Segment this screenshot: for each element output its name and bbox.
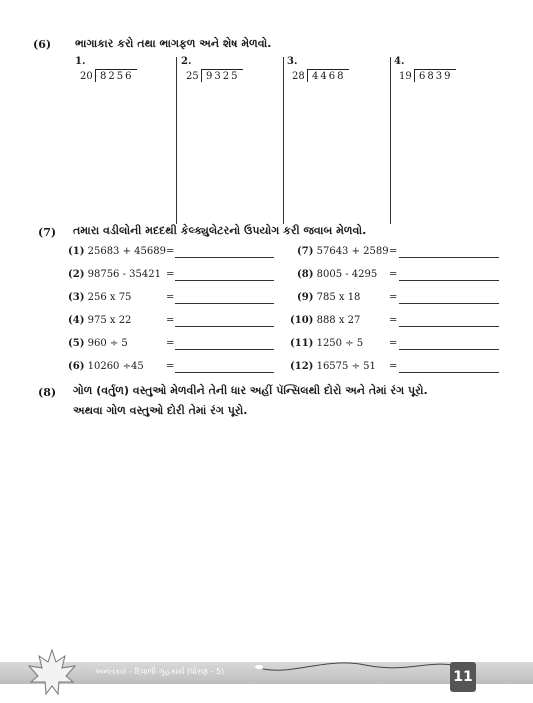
q6-instruction: ભાગાકાર કરો તથા ભાગફળ અને શેષ મેળવો. [75, 37, 272, 50]
answer-blank[interactable] [399, 372, 499, 373]
maple-leaf-icon [25, 648, 80, 698]
answer-blank[interactable] [399, 280, 499, 281]
division-4-divisor: 19 [399, 71, 412, 82]
division-2-divisor: 25 [186, 71, 199, 82]
q8-instruction-line2: અથવા ગોળ વસ્તુઓ દોરી તેમાં રંગ પૂરો. [73, 404, 248, 417]
answer-blank[interactable] [399, 326, 499, 327]
equals-sign: = [166, 246, 175, 257]
equals-sign: = [389, 338, 398, 349]
division-4-dividend: 6839 [414, 69, 456, 82]
answer-blank[interactable] [399, 349, 499, 350]
calc-row: (6) 10260 ÷45 [68, 361, 144, 372]
equals-sign: = [166, 292, 175, 303]
answer-blank[interactable] [175, 372, 274, 373]
equals-sign: = [389, 269, 398, 280]
equals-sign: = [389, 315, 398, 326]
answer-blank[interactable] [175, 280, 274, 281]
calc-row: (4) 975 x 22 [68, 315, 132, 326]
calc-row: (7) 57643 + 2589 [297, 246, 389, 257]
division-2-dividend: 9325 [201, 69, 243, 82]
calc-row: (8) 8005 - 4295 [297, 269, 378, 280]
calc-row: (2) 98756 - 35421 [68, 269, 161, 280]
division-2-label: 2. [181, 56, 192, 67]
division-3-label: 3. [287, 56, 298, 67]
calc-row: (9) 785 x 18 [297, 292, 361, 303]
answer-blank[interactable] [399, 257, 499, 258]
answer-blank[interactable] [399, 303, 499, 304]
division-3-divisor: 28 [292, 71, 305, 82]
column-divider [390, 57, 391, 224]
division-1-dividend: 8256 [95, 69, 137, 82]
equals-sign: = [389, 292, 398, 303]
division-3-dividend: 4468 [307, 69, 349, 82]
column-divider [283, 57, 284, 224]
division-1-divisor: 20 [80, 71, 93, 82]
calc-row: (3) 256 x 75 [68, 292, 132, 303]
equals-sign: = [389, 246, 398, 257]
answer-blank[interactable] [175, 257, 274, 258]
q8-number: (8) [38, 386, 57, 399]
q8-instruction-line1: ગોળ (વર્તુળ) વસ્તુઓ મેળવીને તેની ધાર અહીં પૅન્સિલથી દોરો અને તેમાં રંગ પૂરો. [73, 384, 428, 397]
q7-number: (7) [38, 226, 57, 239]
division-1-label: 1. [75, 56, 86, 67]
calc-row: (5) 960 ÷ 5 [68, 338, 128, 349]
string-line-icon [255, 655, 455, 680]
answer-blank[interactable] [175, 349, 274, 350]
answer-blank[interactable] [175, 326, 274, 327]
equals-sign: = [166, 315, 175, 326]
calc-row: (10) 888 x 27 [290, 315, 361, 326]
equals-sign: = [166, 269, 175, 280]
equals-sign: = [166, 338, 175, 349]
calc-row: (1) 25683 + 45689 [68, 246, 166, 257]
q6-number: (6) [33, 38, 52, 51]
equals-sign: = [166, 361, 175, 372]
equals-sign: = [389, 361, 398, 372]
answer-blank[interactable] [175, 303, 274, 304]
division-4-label: 4. [394, 56, 405, 67]
q7-instruction: તમારા વડીલોની મદદથી કેલ્ક્યુલેટરનો ઉપયોગ કરી જવાબ મેળવો. [73, 224, 367, 237]
column-divider [176, 57, 177, 224]
calc-row: (11) 1250 ÷ 5 [290, 338, 364, 349]
page-number-badge: 11 [450, 662, 476, 692]
calc-row: (12) 16575 ÷ 51 [290, 361, 376, 372]
footer-title: અનંતકાર - દિવાળી ગૃહકાર્ય (ધોરણ - 5) [95, 667, 225, 676]
